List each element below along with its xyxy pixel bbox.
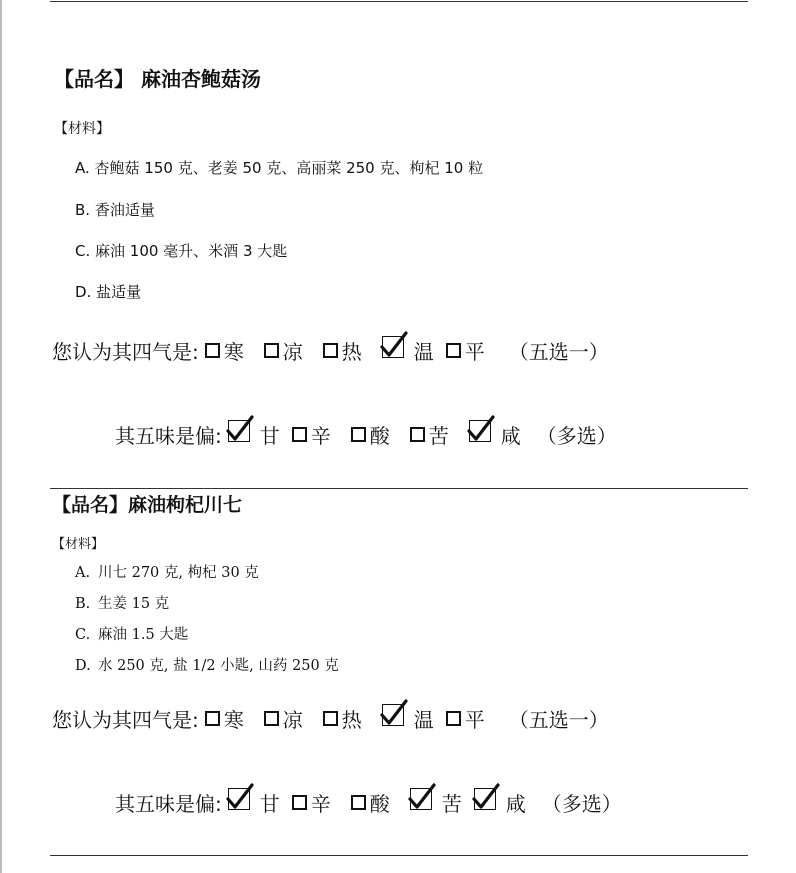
- option-label: 平: [464, 340, 485, 364]
- recipe2-ingredient-a: [75, 561, 259, 582]
- recipe2-title: 【品名】麻油枸杞川七: [52, 494, 243, 516]
- option-1[interactable]: [292, 420, 331, 449]
- question-prompt: 其五味是偏:: [115, 424, 222, 448]
- question-prompt: 您认为其四气是:: [52, 708, 199, 732]
- recipe2-qi-question: [52, 704, 609, 733]
- checkmark-icon: [225, 415, 255, 443]
- checkmark-icon: [471, 783, 501, 811]
- checkmark-icon: [225, 783, 255, 811]
- checkbox-icon[interactable]: [292, 427, 307, 442]
- option-label: 苦: [441, 792, 462, 816]
- ingredient-text: 生姜 15 克: [98, 596, 170, 612]
- ingredient-letter: D.: [75, 658, 91, 674]
- option-3[interactable]: [410, 420, 449, 449]
- option-1[interactable]: [264, 336, 303, 365]
- recipe2-ingredient-d: [75, 654, 339, 675]
- recipe2-materials-label: 【材料】: [52, 537, 105, 552]
- option-2[interactable]: [351, 788, 390, 817]
- option-label: 甘: [259, 424, 280, 448]
- option-0[interactable]: [205, 704, 244, 733]
- option-0[interactable]: [228, 420, 280, 449]
- option-label: 平: [464, 708, 485, 732]
- recipe2-wei-question: [115, 788, 622, 817]
- top-rule: [50, 1, 748, 2]
- recipe1-materials-label: 【材料】: [54, 121, 110, 137]
- option-1[interactable]: [292, 788, 331, 817]
- option-label: 热: [341, 708, 362, 732]
- checkbox-icon[interactable]: [410, 427, 425, 442]
- option-4[interactable]: [446, 336, 485, 365]
- option-4[interactable]: [469, 420, 521, 449]
- checkbox-icon[interactable]: [205, 343, 220, 358]
- checkbox-icon[interactable]: [323, 343, 338, 358]
- option-4[interactable]: [446, 704, 485, 733]
- recipe1-ingredient-c: C. 麻油 100 毫升、米酒 3 大匙: [75, 242, 288, 260]
- checked-checkbox-icon[interactable]: [474, 788, 496, 810]
- option-label: 咸: [500, 424, 521, 448]
- checked-checkbox-icon[interactable]: [382, 336, 404, 358]
- checkbox-icon[interactable]: [351, 795, 366, 810]
- checked-checkbox-icon[interactable]: [228, 420, 250, 442]
- section-divider: [50, 488, 748, 489]
- option-label: 凉: [282, 708, 303, 732]
- checkbox-icon[interactable]: [264, 343, 279, 358]
- option-3[interactable]: [382, 704, 434, 733]
- recipe1-wei-question: [115, 420, 617, 449]
- checkmark-icon: [466, 415, 496, 443]
- checkmark-icon: [407, 783, 437, 811]
- checked-checkbox-icon[interactable]: [469, 420, 491, 442]
- option-2[interactable]: [323, 336, 362, 365]
- option-label: 凉: [282, 340, 303, 364]
- checkbox-icon[interactable]: [292, 795, 307, 810]
- option-label: 热: [341, 340, 362, 364]
- option-2[interactable]: [351, 420, 390, 449]
- question-note: （多选）: [536, 424, 617, 448]
- option-label: 酸: [369, 424, 390, 448]
- recipe1-qi-question: [52, 336, 609, 365]
- recipe1-ingredient-a: A. 杏鲍菇 150 克、老姜 50 克、高丽菜 250 克、枸杞 10 粒: [75, 159, 484, 177]
- option-label: 寒: [223, 708, 244, 732]
- question-note: （多选）: [541, 792, 622, 816]
- option-label: 辛: [310, 424, 331, 448]
- option-label: 苦: [428, 424, 449, 448]
- recipe2-ingredient-b: [75, 592, 169, 613]
- option-label: 温: [413, 708, 434, 732]
- option-3[interactable]: [410, 788, 462, 817]
- question-prompt: 其五味是偏:: [115, 792, 222, 816]
- checked-checkbox-icon[interactable]: [410, 788, 432, 810]
- page-left-border: [0, 0, 2, 873]
- ingredient-letter: C.: [75, 627, 91, 643]
- ingredient-letter: B.: [75, 596, 91, 612]
- option-label: 辛: [310, 792, 331, 816]
- bottom-rule: [50, 855, 748, 856]
- checkmark-icon: [379, 699, 409, 727]
- option-2[interactable]: [323, 704, 362, 733]
- checkmark-icon: [379, 331, 409, 359]
- option-label: 甘: [259, 792, 280, 816]
- checkbox-icon[interactable]: [446, 343, 461, 358]
- ingredient-text: 水 250 克, 盐 1/2 小匙, 山药 250 克: [98, 658, 339, 674]
- question-prompt: 您认为其四气是:: [52, 340, 199, 364]
- option-label: 酸: [369, 792, 390, 816]
- recipe2-ingredient-c: [75, 623, 188, 644]
- option-4[interactable]: [474, 788, 526, 817]
- ingredient-letter: A.: [75, 565, 91, 581]
- option-0[interactable]: [205, 336, 244, 365]
- checkbox-icon[interactable]: [323, 711, 338, 726]
- ingredient-text: 麻油 1.5 大匙: [98, 627, 189, 643]
- question-note: （五选一）: [508, 340, 609, 364]
- option-label: 咸: [505, 792, 526, 816]
- option-3[interactable]: [382, 336, 434, 365]
- checked-checkbox-icon[interactable]: [228, 788, 250, 810]
- recipe1-ingredient-d: D. 盐适量: [75, 283, 142, 301]
- recipe1-ingredient-b: B. 香油适量: [75, 201, 155, 219]
- checkbox-icon[interactable]: [351, 427, 366, 442]
- checkbox-icon[interactable]: [205, 711, 220, 726]
- option-1[interactable]: [264, 704, 303, 733]
- option-label: 温: [413, 340, 434, 364]
- question-note: （五选一）: [508, 708, 609, 732]
- recipe1-title: 【品名】 麻油杏鲍菇汤: [54, 67, 261, 91]
- checkbox-icon[interactable]: [446, 711, 461, 726]
- checkbox-icon[interactable]: [264, 711, 279, 726]
- option-label: 寒: [223, 340, 244, 364]
- option-0[interactable]: [228, 788, 280, 817]
- ingredient-text: 川七 270 克, 枸杞 30 克: [98, 565, 259, 581]
- checked-checkbox-icon[interactable]: [382, 704, 404, 726]
